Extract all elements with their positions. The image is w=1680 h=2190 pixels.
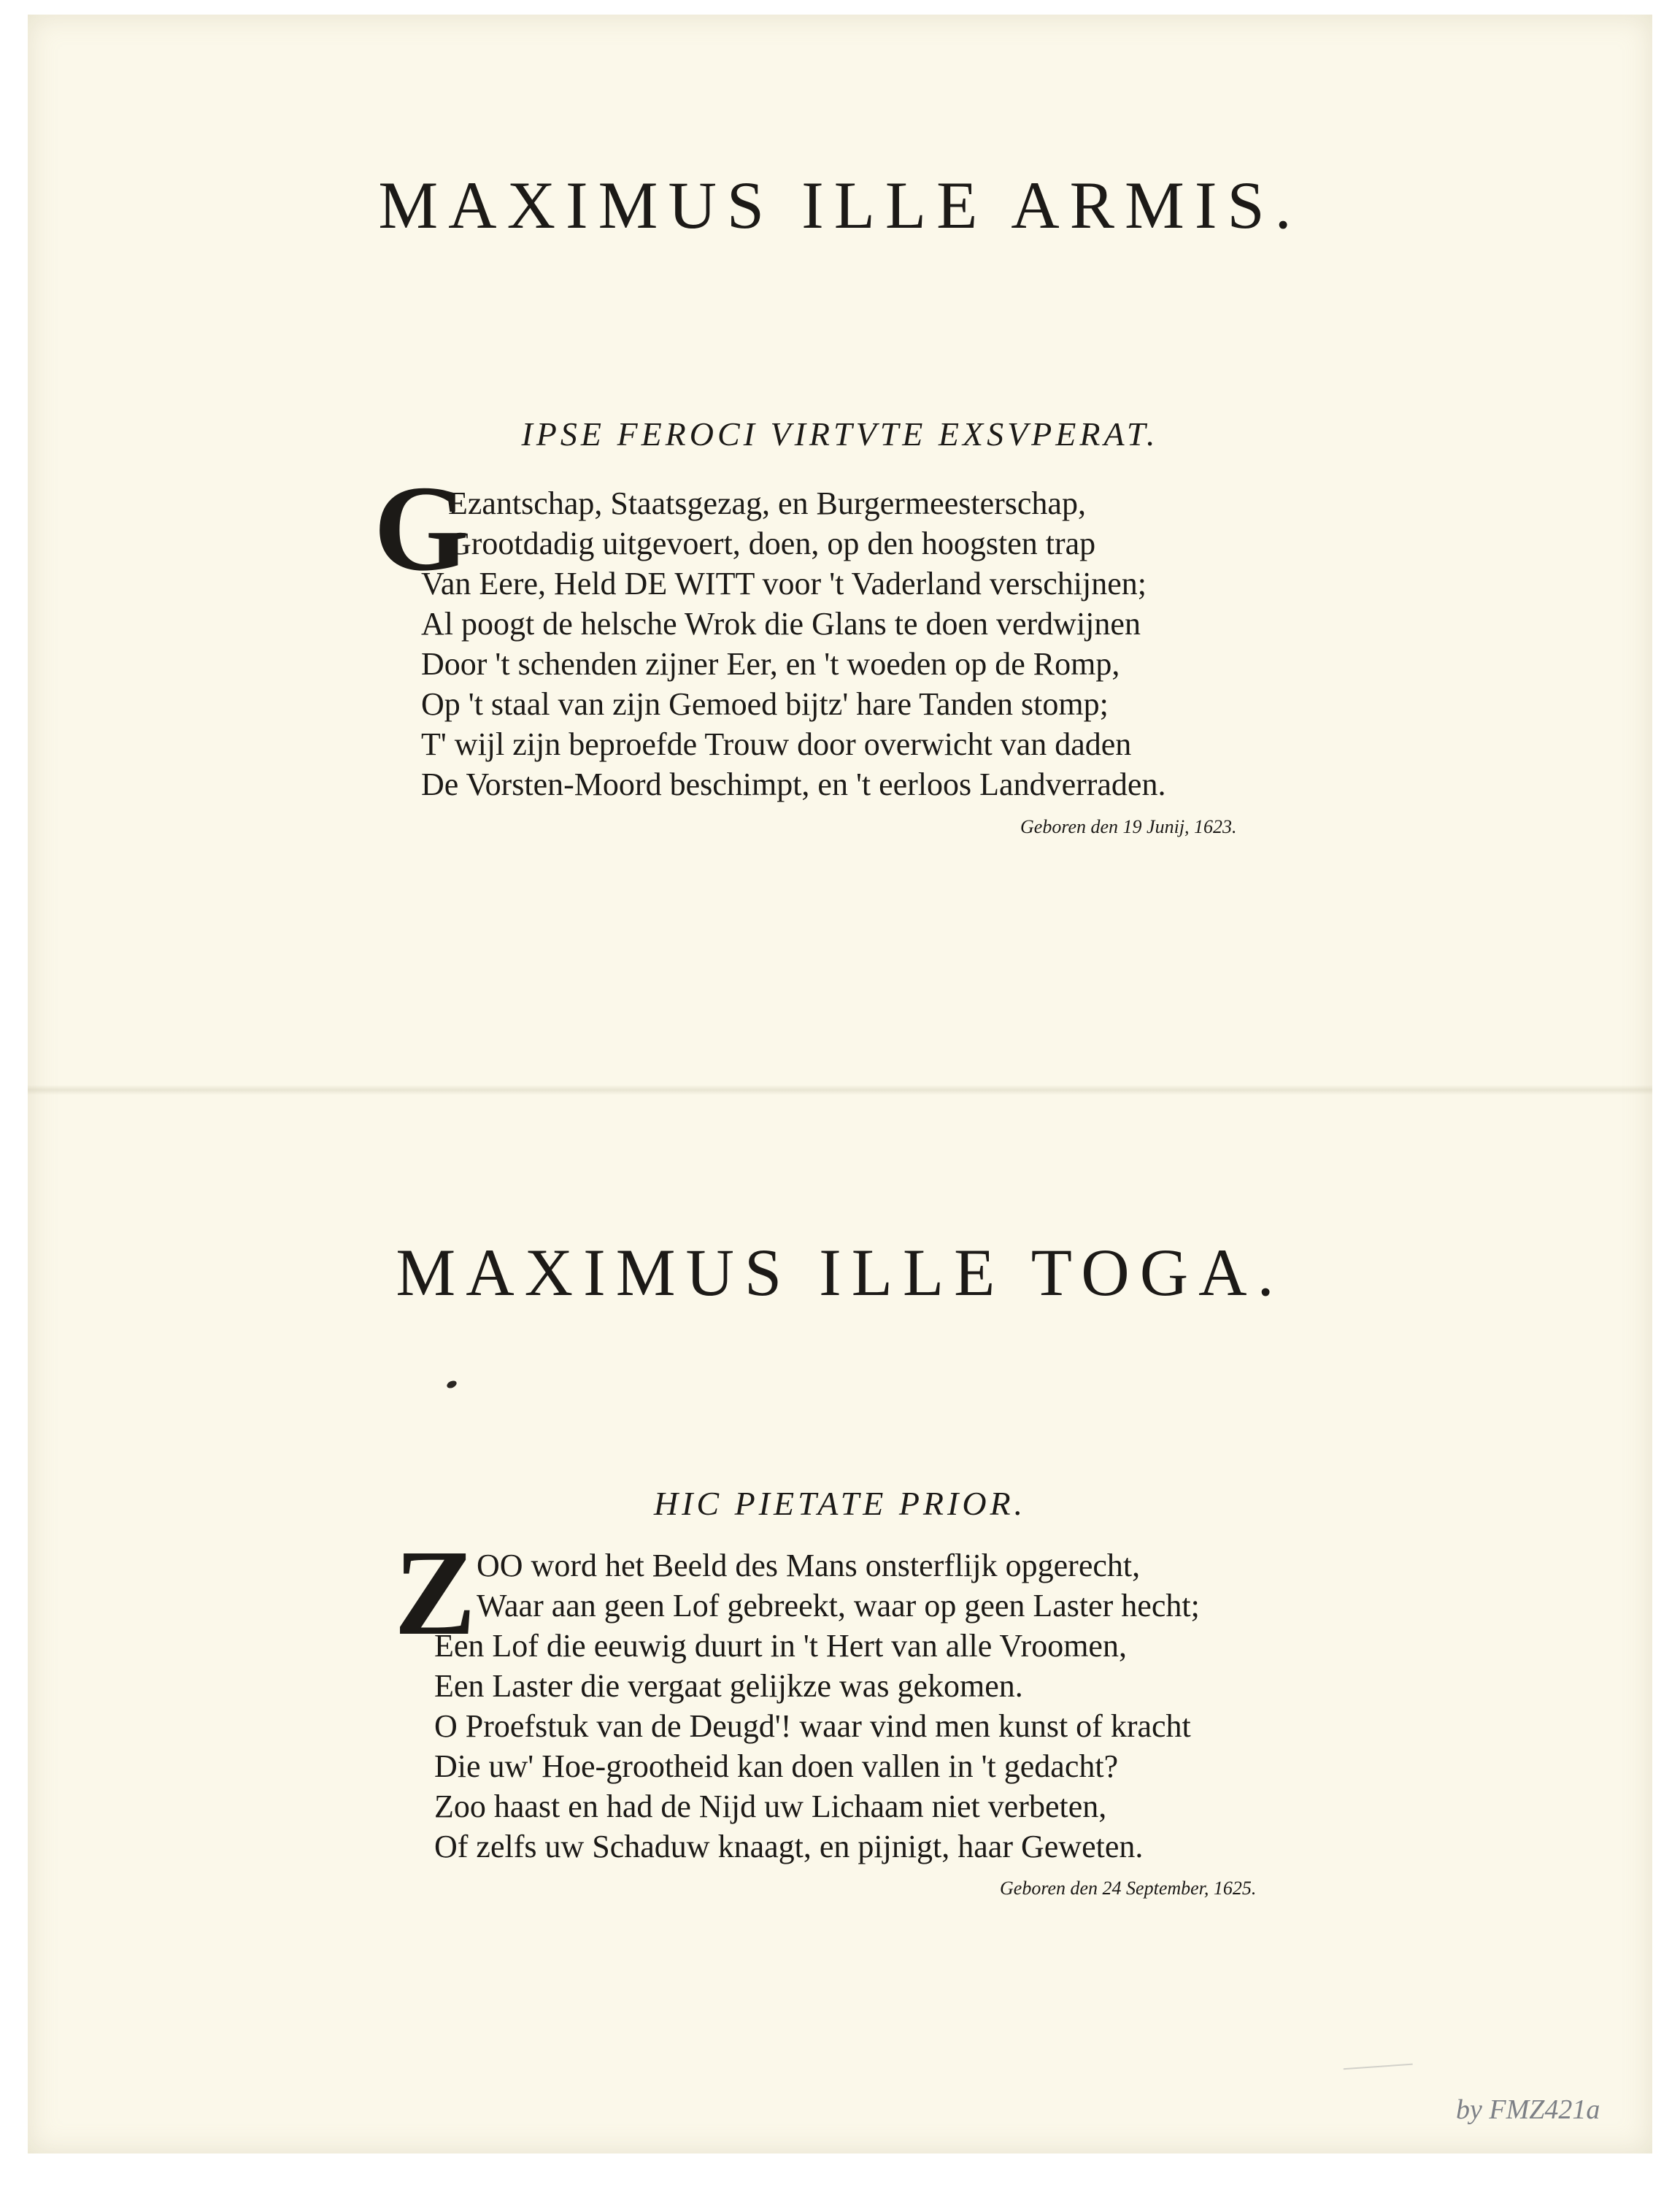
section1-line-7: T' wijl zijn beproefde Trouw door overwicht van daden xyxy=(421,726,1132,762)
section2-title: MAXIMUS ILLE TOGA. xyxy=(396,1235,1284,1310)
section2-line-3: Een Lof die eeuwig duurt in 't Hert van alle Vroomen, xyxy=(434,1628,1127,1664)
section1-line-1: Ezantschap, Staatsgezag, en Burgermeesterschap, xyxy=(448,485,1086,521)
section2-line-8: Of zelfs uw Schaduw knaagt, en pijnigt, haar Geweten. xyxy=(434,1829,1144,1864)
section2-line-1: OO word het Beeld des Mans onsterflijk opgerecht, xyxy=(477,1548,1141,1583)
section1-line-3: Van Eere, Held DE WITT voor 't Vaderland verschijnen; xyxy=(421,566,1147,602)
collection-stamp: by FMZ421a xyxy=(1456,2094,1600,2125)
section2-line-2: Waar aan geen Lof gebreekt, waar op geen Laster hecht; xyxy=(477,1588,1200,1624)
section2-birth-note: Geboren den 24 September, 1625. xyxy=(1000,1878,1257,1899)
section2-drop-cap: Z xyxy=(394,1525,477,1661)
section1-motto: IPSE FEROCI VIRTVTE EXSVPERAT. xyxy=(521,415,1159,453)
paper-fold-line xyxy=(28,1085,1652,1095)
section2-line-5: O Proefstuk van de Deugd'! waar vind men kunst of kracht xyxy=(434,1708,1191,1744)
section1-line-2: Grootdadig uitgevoert, doen, op den hoogsten trap xyxy=(448,526,1096,561)
section1-drop-cap: G xyxy=(374,461,469,596)
section2-motto: HIC PIETATE PRIOR. xyxy=(653,1485,1027,1522)
section2-line-6: Die uw' Hoe-grootheid kan doen vallen in 't gedacht? xyxy=(434,1748,1119,1784)
section2-line-7: Zoo haast en had de Nijd uw Lichaam niet verbeten, xyxy=(434,1788,1107,1824)
section1-line-8: De Vorsten-Moord beschimpt, en 't eerloos Landverraden. xyxy=(421,766,1166,802)
section1-birth-note: Geboren den 19 Junij, 1623. xyxy=(1020,816,1237,837)
section1-line-6: Op 't staal van zijn Gemoed bijtz' hare Tanden stomp; xyxy=(421,686,1109,722)
section1-line-4: Al poogt de helsche Wrok die Glans te doen verdwijnen xyxy=(421,606,1141,642)
section2-line-4: Een Laster die vergaat gelijkze was gekomen. xyxy=(434,1668,1023,1704)
section1-line-5: Door 't schenden zijner Eer, en 't woeden op de Romp, xyxy=(421,646,1120,682)
section2-poem xyxy=(434,1545,1200,1867)
section1-title: MAXIMUS ILLE ARMIS. xyxy=(378,168,1302,242)
section1-poem xyxy=(421,483,1165,804)
